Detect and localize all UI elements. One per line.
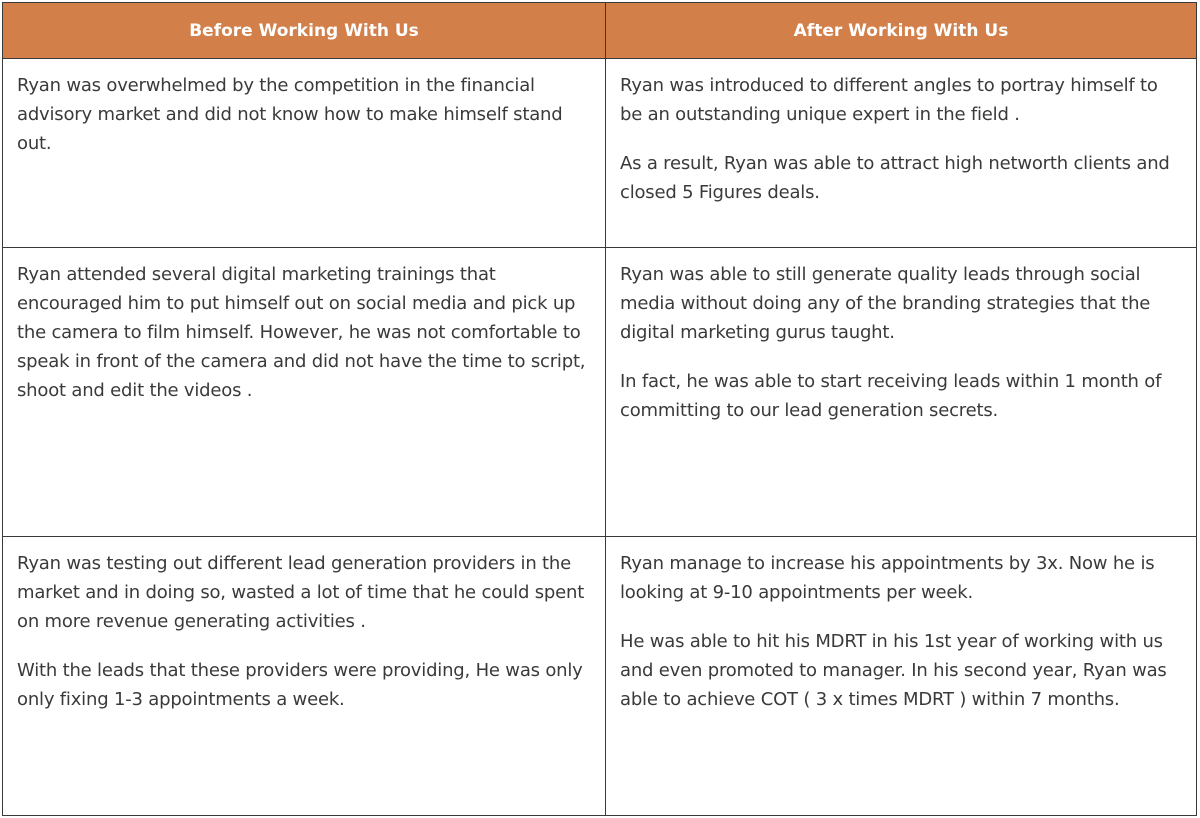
after-paragraph: As a result, Ryan was able to attract high networth clients and closed 5 Figures deals. bbox=[620, 153, 1170, 203]
header-row bbox=[3, 3, 1197, 59]
before-cell bbox=[3, 248, 606, 537]
after-paragraph: He was able to hit his MDRT in his 1st year of working with us and even promoted to manager. In his second year, Ryan was able to achieve COT ( 3 x times MDRT ) within 7 months. bbox=[620, 631, 1167, 710]
after-cell bbox=[606, 537, 1197, 816]
comparison-table-container bbox=[2, 2, 1196, 815]
after-paragraph: Ryan manage to increase his appointments by 3x. Now he is looking at 9-10 appointments per week. bbox=[620, 553, 1155, 603]
after-cell bbox=[606, 248, 1197, 537]
before-paragraph: With the leads that these providers were providing, He was only only fixing 1-3 appointments a week. bbox=[17, 660, 583, 710]
before-cell bbox=[3, 537, 606, 816]
table-row bbox=[3, 59, 1197, 248]
header-before: Before Working With Us bbox=[3, 3, 606, 59]
before-cell bbox=[3, 59, 606, 248]
table-row bbox=[3, 537, 1197, 816]
after-paragraph: Ryan was able to still generate quality leads through social media without doing any of the branding strategies that the digital marketing gurus taught. bbox=[620, 264, 1151, 343]
after-cell bbox=[606, 59, 1197, 248]
before-paragraph: Ryan was testing out different lead generation providers in the market and in doing so, wasted a lot of time that he could spent on more revenue generating activities . bbox=[17, 553, 585, 632]
table-row bbox=[3, 248, 1197, 537]
before-paragraph: Ryan was overwhelmed by the competition in the financial advisory market and did not know how to make himself stand out. bbox=[17, 75, 563, 154]
after-paragraph: In fact, he was able to start receiving leads within 1 month of committing to our lead generation secrets. bbox=[620, 371, 1162, 421]
header-after: After Working With Us bbox=[606, 3, 1197, 59]
after-paragraph: Ryan was introduced to different angles to portray himself to be an outstanding unique expert in the field . bbox=[620, 75, 1158, 125]
before-after-table bbox=[2, 2, 1197, 816]
before-paragraph: Ryan attended several digital marketing trainings that encouraged him to put himself out on social media and pick up the camera to film himself. However, he was not comfortable to speak in front of the camera and did not have the time to script, shoot and edit the videos . bbox=[17, 264, 586, 401]
